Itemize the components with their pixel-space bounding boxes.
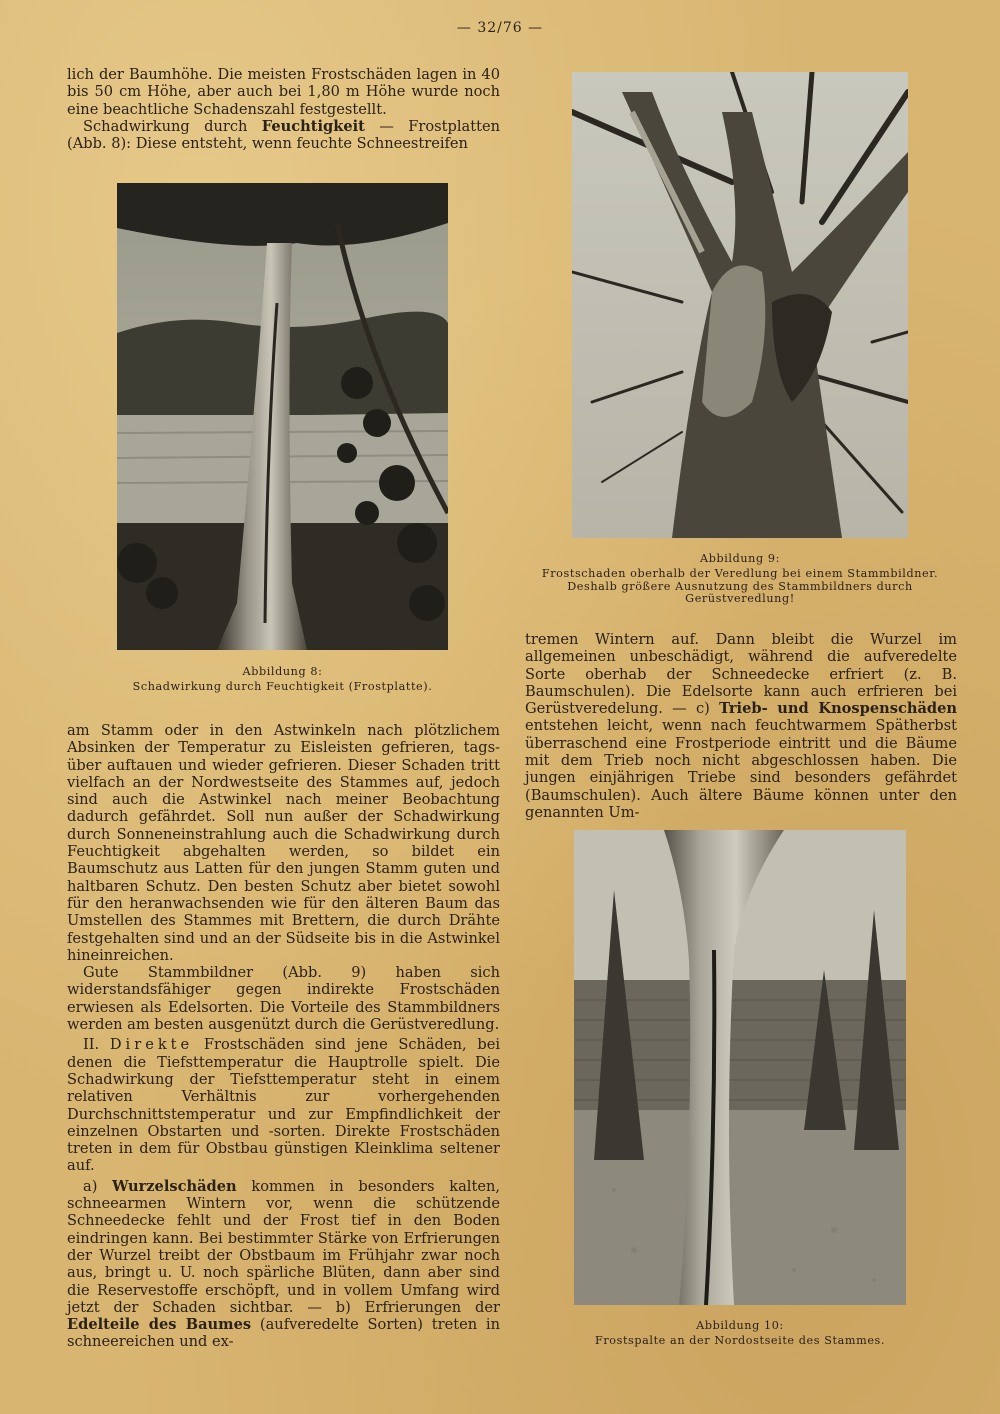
bold-term: Feuchtigkeit bbox=[261, 117, 365, 135]
paragraph bbox=[67, 1178, 500, 1351]
figure-label: Abbildung 10: bbox=[696, 1319, 784, 1332]
text: (aufveredelte Sorten) treten in schneereichen und ex- bbox=[67, 1316, 500, 1351]
right-middle-text bbox=[525, 631, 957, 821]
figure-label: Abbildung 8: bbox=[242, 665, 323, 678]
paragraph bbox=[67, 1036, 500, 1174]
paragraph bbox=[525, 631, 957, 821]
bold-term: Wurzelschäden bbox=[112, 1177, 237, 1195]
figure-label: Abbildung 9: bbox=[700, 552, 780, 565]
paragraph: am Stamm oder in den Astwinkeln nach plötzlichem Absinken der Temperatur zu Eisleisten gefrieren, tags-über auftauen und wieder gefrieren. Dieser Schaden tritt vielfach an der Nordwestseite des Stammes auf, jedoch sind auch die Astwinkel nach meiner Beobachtung dadurch gefährdet. Soll nun außer der Schadwirkung durch Sonneneinstrahlung auch die Schadwirkung durch Feuchtigkeit abgehalten werden, so bildet ein Baumschutz aus Latten für den jungen Stamm guten und haltbaren Schutz. Den besten Schutz aber bietet sowohl für den heranwachsenden wie für den älteren Baum das Umstellen des Stammes mit Brettern, die durch Drähte festgehalten sind und an der Südseite bis in die Astwinkel hineinreichen. bbox=[67, 722, 500, 964]
left-top-text bbox=[67, 66, 500, 152]
paragraph bbox=[67, 118, 500, 153]
text: Schadwirkung durch bbox=[83, 117, 262, 135]
tree-graft-damage-image bbox=[572, 72, 908, 538]
left-bottom-text bbox=[67, 722, 500, 1351]
bold-term: Trieb- und Knospenschäden bbox=[719, 700, 957, 718]
spaced-term: Direkte bbox=[109, 1036, 194, 1054]
caption-text: Frostspalte an der Nordostseite des Stammes. bbox=[594, 1333, 886, 1347]
text: — Frostplatten (Abb. 8): Diese entsteht, wenn feuchte Schneestreifen bbox=[67, 117, 500, 153]
tree-frost-crack-image bbox=[574, 830, 906, 1305]
paragraph: lich der Baumhöhe. Die meisten Frostschäden lagen in 40 bis 50 cm Höhe, aber auch bei 1,80 m Höhe wurde noch eine beachtliche Schadenszahl festgestellt. bbox=[67, 66, 500, 118]
figure-8-photo bbox=[117, 183, 448, 650]
bold-term: Edelteile des Baumes bbox=[67, 1316, 252, 1334]
text: entstehen leicht, wenn nach feuchtwarmem Spätherbst überraschend eine Frostperiode eintritt und die Bäume mit dem Trieb noch nicht abgeschlossen haben. Die jungen einjährigen Triebe sind besonders gefährdet (Baumschulen). Auch ältere Bäume können unter den genannten Um- bbox=[525, 717, 957, 821]
caption-text: Frostschaden oberhalb der Veredlung bei einem Stammbildner. Deshalb größere Ausnutzung des Stammbildners durch Gerüstveredlung! bbox=[541, 566, 939, 606]
figure-9-photo bbox=[572, 72, 908, 538]
figure-10-caption bbox=[560, 1320, 920, 1348]
text: Frostschäden sind jene Schäden, bei denen die Tiefsttemperatur die Hauptrolle spielt. Die Schadwirkung der Tiefsttemperatur steht in einem relativen Verhältnis zur vorhergehenden Durchschnittstemperatur und zur Empfindlichkeit der einzelnen Obstarten und -sorten. Direkte Frostschäden treten in dem für Obstbau günstigen Kleinklima seltener auf. bbox=[67, 1036, 501, 1175]
tree-trunk-lake-image bbox=[117, 183, 448, 650]
figure-8-caption bbox=[100, 666, 465, 694]
caption-text: Schadwirkung durch Feuchtigkeit (Frostplatte). bbox=[132, 679, 433, 693]
text: kommen in besonders kalten, schneearmen Wintern vor, wenn die schützende Schneedecke fehlt und der Frost tief in den Boden eindringen kann. Bei bestimmter Stärke von Erfrierungen der Wurzel treibt der Obstbaum im Frühjahr zwar noch aus, bringt u. U. noch spärliche Blüten, dann aber sind die Reservestoffe erschöpft, und in vollem Umfang wird jetzt der Schaden sichtbar. — b) Erfrierungen der bbox=[67, 1177, 500, 1316]
figure-9-caption bbox=[522, 553, 958, 606]
text: tremen Wintern auf. Dann bleibt die Wurzel im allgemeinen unbeschädigt, während die aufveredelte Sorte oberhab der Schneedecke erfriert (z. B. Baumschulen). Die Edelsorte kann auch erfrieren bei Gerüstveredelung. — c) bbox=[525, 631, 957, 718]
paragraph: Gute Stammbildner (Abb. 9) haben sich widerstandsfähiger gegen indirekte Frostschäden erwiesen als Edelsorten. Die Vorteile des Stammbildners werden am besten ausgenützt durch die Gerüstveredlung. bbox=[67, 964, 500, 1034]
page-number: — 32/76 — bbox=[456, 20, 544, 36]
text: II. bbox=[83, 1036, 110, 1054]
text: a) bbox=[83, 1177, 113, 1195]
figure-10-photo bbox=[574, 830, 906, 1305]
